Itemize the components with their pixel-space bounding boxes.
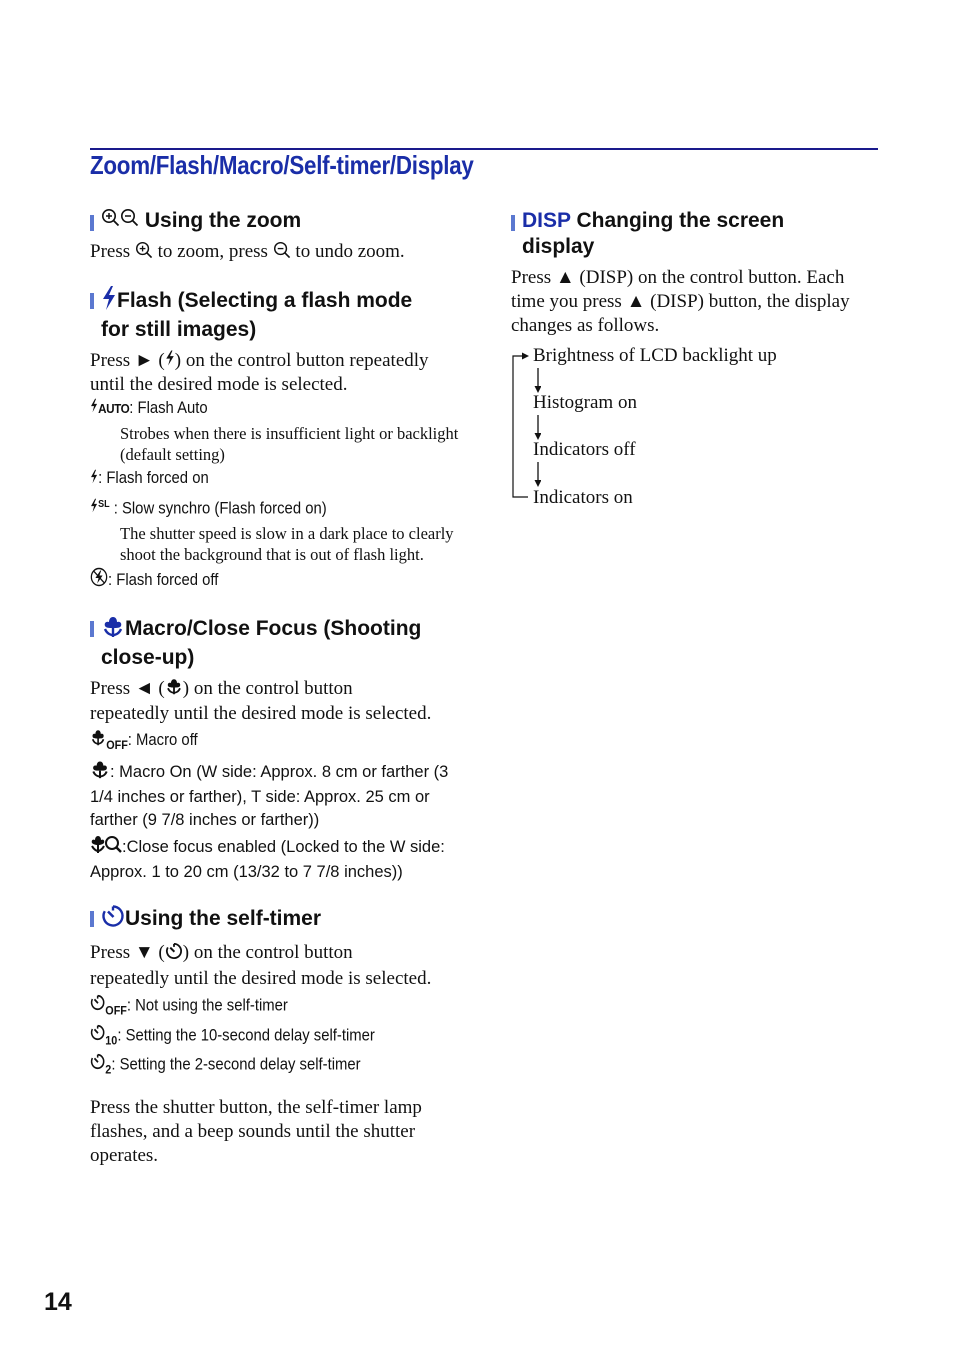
zoom-in-icon	[135, 241, 153, 266]
macro-off-option: $_{OFF}$: Macro off	[90, 728, 425, 757]
macro-heading-text: Macro/Close Focus (Shooting	[125, 617, 422, 641]
flash-on-icon	[90, 468, 98, 491]
flash-intro: Press ► ( ) on the control button repeatedly until the desired mode is selected.	[90, 349, 429, 396]
macro-intro: Press ◄ ( ) on the control button repeatedly until the desired mode is selected.	[90, 678, 432, 725]
self-timer-icon	[101, 904, 125, 935]
macro-heading: Macro/Close Focus (Shooting close-up)	[90, 614, 462, 671]
selftimer-heading-text: Using the self-timer	[125, 907, 322, 931]
flash-auto-icon	[90, 397, 98, 420]
macro-icon	[165, 677, 183, 702]
right-column	[511, 208, 879, 514]
zoom-heading-text: Using the zoom	[144, 209, 302, 232]
self-timer-10-icon	[90, 1024, 105, 1048]
macro-icon	[101, 614, 125, 645]
flash-auto-desc: Strobes when there is insufficient light or backlight (default setting)	[120, 424, 459, 465]
zoom-in-icon	[101, 208, 120, 234]
macro-off-icon	[90, 728, 106, 753]
zoom-out-icon	[273, 241, 291, 266]
display-cycle-diagram	[511, 344, 879, 514]
flash-heading-text: Flash (Selecting a flash mode	[117, 288, 413, 312]
macro-on-option: : Macro On (W side: Approx. 8 cm or farther (3 1/4 inches or farther), T side: Approx. 25 cm or farther (9 7/8 inches or farther))	[90, 759, 462, 832]
macro-close-focus-option: :Close focus enabled (Locked to the W side: Approx. 1 to 20 cm (13/32 to 7 7/8 inches))	[90, 834, 462, 884]
flash-icon	[165, 349, 175, 373]
heading-bar	[90, 215, 94, 231]
heading-bar	[90, 293, 94, 309]
flash-icon	[101, 286, 117, 317]
macro-on-icon	[90, 759, 110, 786]
self-timer-icon	[165, 942, 183, 967]
disp-icon: DISP	[522, 209, 571, 232]
page-title: Zoom/Flash/Macro/Self-timer/Display	[90, 150, 474, 180]
flash-auto-option: AUTO: Flash Auto	[90, 397, 425, 420]
selftimer-outro: Press the shutter button, the self-timer lamp flashes, and a beep sounds until the shutter operates.	[90, 1096, 422, 1166]
flash-off-icon	[90, 567, 108, 594]
flash-slow-sync-option: $^{SL}$ : Slow synchro (Flash forced on)	[90, 493, 425, 521]
display-item-backlight: Brightness of LCD backlight up	[533, 345, 777, 366]
zoom-heading	[90, 208, 462, 234]
heading-bar	[90, 621, 94, 637]
heading-bar	[90, 911, 94, 927]
selftimer-heading	[90, 904, 462, 935]
flash-slow-sync-icon	[90, 497, 98, 520]
flash-slow-sync-desc: The shutter speed is slow in a dark place to clearly shoot the background that is out of flash light.	[120, 524, 454, 565]
zoom-text: Press to zoom, press to undo zoom.	[90, 240, 462, 265]
zoom-out-icon	[120, 208, 139, 234]
flash-on-option: : Flash forced on	[90, 467, 425, 490]
display-heading-text: Changing the screen	[576, 209, 785, 232]
left-column	[90, 208, 462, 1168]
selftimer-2s-option: $_2$: Setting the 2-second delay self-timer	[90, 1053, 425, 1082]
display-item-histogram: Histogram on	[533, 392, 637, 413]
flash-heading: Flash (Selecting a flash mode for still images)	[90, 286, 462, 343]
selftimer-off-option: $_{OFF}$: Not using the self-timer	[90, 994, 425, 1023]
selftimer-10s-option: $_{10}$: Setting the 10-second delay self-timer	[90, 1024, 425, 1053]
self-timer-off-icon	[90, 994, 105, 1018]
heading-bar	[511, 215, 515, 231]
flash-off-option: : Flash forced off	[90, 567, 425, 594]
display-heading: DISP Changing the screen display	[511, 208, 879, 260]
display-item-indicators-on: Indicators on	[533, 487, 633, 508]
self-timer-2-icon	[90, 1053, 105, 1077]
display-item-indicators-off: Indicators off	[533, 439, 636, 460]
display-intro: Press ▲ (DISP) on the control button. Each time you press ▲ (DISP) button, the display changes as follows.	[511, 267, 850, 336]
close-focus-icon	[90, 834, 122, 861]
selftimer-intro: Press ▼ ( ) on the control button repeatedly until the desired mode is selected.	[90, 942, 432, 989]
page-number: 14	[44, 1288, 72, 1316]
